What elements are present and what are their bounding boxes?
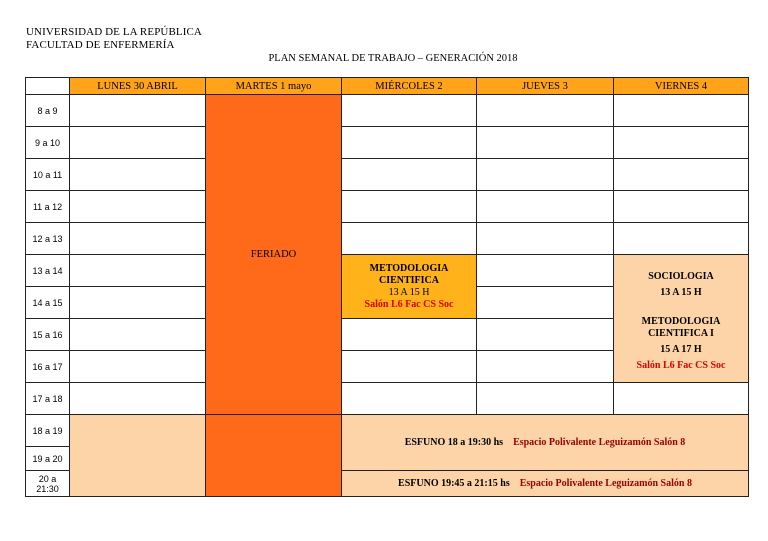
empty-cell <box>70 255 206 287</box>
esfuno-event-1 <box>342 415 749 471</box>
time-label: 16 a 17 <box>26 351 70 383</box>
empty-cell <box>70 127 206 159</box>
time-label: 19 a 20 <box>26 447 70 471</box>
empty-cell <box>614 383 749 415</box>
time-row <box>26 159 749 191</box>
time-row <box>26 191 749 223</box>
empty-cell <box>342 159 477 191</box>
empty-cell <box>614 223 749 255</box>
time-label: 13 a 14 <box>26 255 70 287</box>
empty-cell <box>342 383 477 415</box>
time-label-line2: 21:30 <box>36 483 59 494</box>
faculty-name: FACULTAD DE ENFERMERÍA <box>26 39 175 51</box>
event-room: Salón L6 Fac CS Soc <box>364 298 454 310</box>
time-row <box>26 127 749 159</box>
esfuno-2-place: Espacio Polivalente Leguizamón Salón 8 <box>519 478 692 489</box>
empty-cell <box>477 223 614 255</box>
empty-cell <box>614 159 749 191</box>
time-label <box>26 471 70 497</box>
metodologia-fri-name: CIENTIFICA I <box>648 327 714 339</box>
monday-evening-cell <box>70 415 206 497</box>
empty-cell <box>70 223 206 255</box>
time-label: 14 a 15 <box>26 287 70 319</box>
time-label: 12 a 13 <box>26 223 70 255</box>
empty-cell <box>70 319 206 351</box>
day-header-thursday: JUEVES 3 <box>477 78 614 95</box>
time-label: 17 a 18 <box>26 383 70 415</box>
esfuno-event-2 <box>342 471 749 497</box>
empty-cell <box>614 95 749 127</box>
time-label: 11 a 12 <box>26 191 70 223</box>
time-label: 18 a 19 <box>26 415 70 447</box>
empty-cell <box>614 127 749 159</box>
time-row <box>26 415 749 447</box>
holiday-cell: FERIADO <box>206 95 342 415</box>
empty-cell <box>342 351 477 383</box>
day-header-wednesday: MIÉRCOLES 2 <box>342 78 477 95</box>
tuesday-evening-cell <box>206 415 342 497</box>
university-name: UNIVERSIDAD DE LA REPÚBLICA <box>26 26 202 38</box>
time-row <box>26 255 749 287</box>
event-time: 13 A 15 H <box>388 286 430 298</box>
empty-cell <box>342 127 477 159</box>
day-header-tuesday: MARTES 1 mayo <box>206 78 342 95</box>
empty-cell <box>477 159 614 191</box>
empty-cell <box>70 191 206 223</box>
sociologia-name: SOCIOLOGIA <box>648 270 714 282</box>
empty-cell <box>70 351 206 383</box>
empty-cell <box>477 191 614 223</box>
empty-cell <box>70 159 206 191</box>
empty-cell <box>477 255 614 287</box>
time-label-line1: 20 a <box>38 473 57 484</box>
esfuno-2-label: ESFUNO 19:45 a 21:15 hs <box>398 478 510 489</box>
event-name: METODOLOGIA <box>369 262 449 274</box>
empty-cell <box>342 223 477 255</box>
empty-cell <box>70 383 206 415</box>
time-row <box>26 95 749 127</box>
day-header-friday: VIERNES 4 <box>614 78 749 95</box>
empty-cell <box>477 287 614 319</box>
time-label: 15 a 16 <box>26 319 70 351</box>
empty-cell <box>342 191 477 223</box>
empty-cell <box>477 127 614 159</box>
time-label: 8 a 9 <box>26 95 70 127</box>
metodologia-fri-room: Salón L6 Fac CS Soc <box>636 359 726 371</box>
metodologia-fri-name: METODOLOGIA <box>641 315 721 327</box>
time-row <box>26 223 749 255</box>
header-row <box>26 78 749 95</box>
esfuno-1-label: ESFUNO 18 a 19:30 hs <box>404 437 504 448</box>
page-title: PLAN SEMANAL DE TRABAJO – GENERACIÓN 2018 <box>268 53 518 64</box>
event-name: CIENTIFICA <box>378 274 439 286</box>
esfuno-1-place: Espacio Polivalente Leguizamón Salón 8 <box>513 437 686 448</box>
day-header-monday: LUNES 30 ABRIL <box>70 78 206 95</box>
empty-cell <box>477 383 614 415</box>
empty-cell <box>477 351 614 383</box>
friday-events-cell <box>614 255 749 383</box>
metodologia-wed-event <box>342 255 477 319</box>
time-label: 9 a 10 <box>26 127 70 159</box>
time-row <box>26 383 749 415</box>
empty-cell <box>70 95 206 127</box>
empty-cell <box>477 319 614 351</box>
sociologia-time: 13 A 15 H <box>660 286 702 298</box>
empty-cell <box>614 191 749 223</box>
metodologia-fri-time: 15 A 17 H <box>660 343 702 355</box>
time-label: 10 a 11 <box>26 159 70 191</box>
empty-cell <box>70 287 206 319</box>
weekly-schedule-table <box>25 77 749 497</box>
corner-cell <box>26 78 70 95</box>
empty-cell <box>342 319 477 351</box>
empty-cell <box>342 95 477 127</box>
empty-cell <box>477 95 614 127</box>
